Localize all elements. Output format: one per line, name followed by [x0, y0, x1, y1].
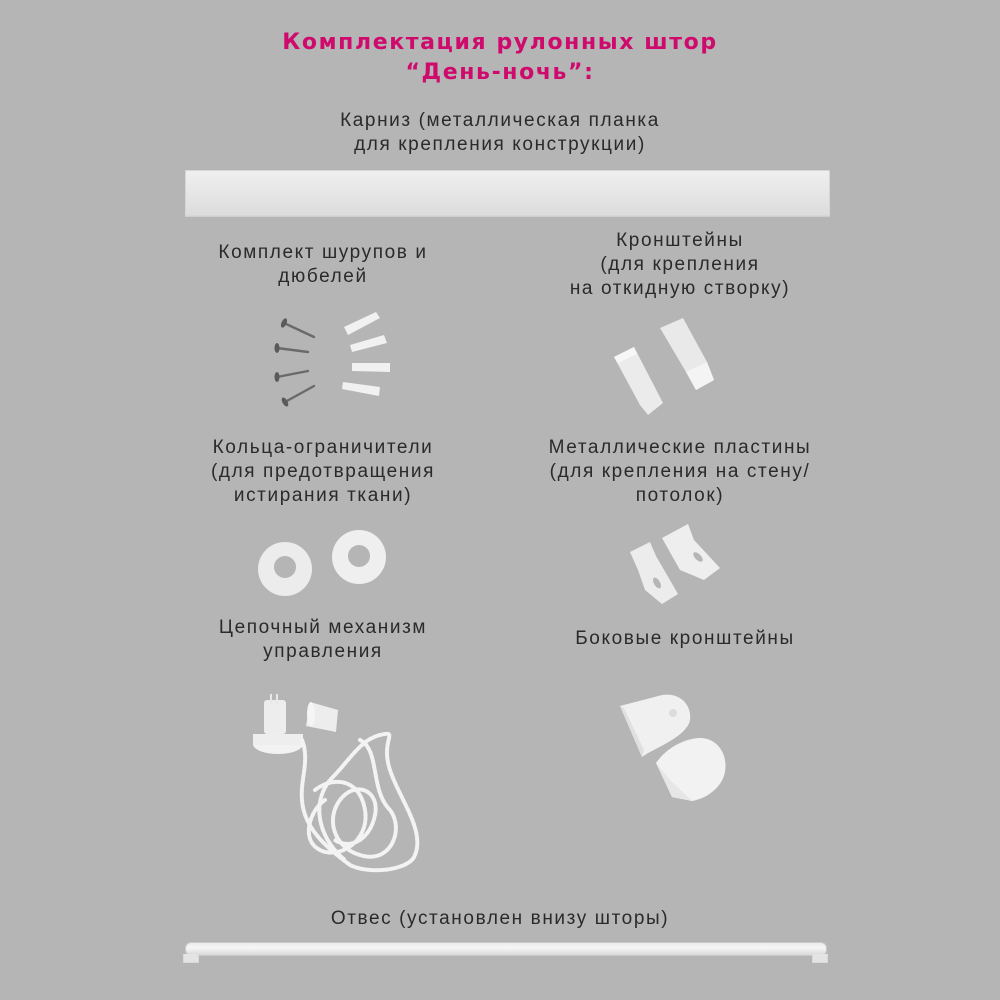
rail-label [250, 109, 750, 157]
page-title [0, 28, 1000, 88]
weight-bar-image [185, 942, 827, 956]
stopper-rings-image [240, 520, 420, 600]
screws-label [173, 241, 473, 289]
chain-label-line-1: Цепочный механизм [218, 617, 428, 638]
screws-label-line-1: Комплект шурупов и [218, 242, 428, 263]
rings-label-line-3: истирания ткани) [233, 485, 413, 506]
screws-and-dowels-image [240, 305, 420, 415]
side-brackets-image [600, 680, 750, 810]
plates-label [520, 436, 840, 508]
brackets-label [530, 229, 830, 301]
weight-bar-label [250, 907, 750, 931]
chain-label [173, 616, 473, 664]
rings-label [173, 436, 473, 508]
rail-label-line-2: для крепления конструкции) [354, 134, 646, 155]
title-line-2: “День-ночь”: [405, 60, 595, 85]
metal-plates-image [600, 510, 730, 610]
brackets-label-line-1: Кронштейны [616, 230, 744, 251]
side-brackets-label-line-1: Боковые кронштейны [575, 628, 795, 649]
chain-label-line-2: управления [263, 641, 383, 662]
plates-label-line-2: (для крепления на стену/ [549, 461, 811, 482]
plates-label-line-1: Металлические пластины [548, 437, 812, 458]
title-line-1: Комплектация рулонных штор [282, 30, 718, 55]
rail-label-line-1: Карниз (металлическая планка [340, 110, 660, 131]
weight-bar-left-cap [183, 954, 199, 963]
brackets-label-line-2: (для крепления [600, 254, 760, 275]
rings-label-line-2: (для предотвращения [210, 461, 436, 482]
screws-label-line-2: дюбелей [278, 266, 368, 287]
rail-image [185, 170, 830, 216]
brackets-label-line-3: на откидную створку) [569, 278, 791, 299]
weight-bar-right-cap [812, 954, 828, 963]
brackets-image [590, 310, 740, 420]
side-brackets-label [535, 627, 835, 651]
rings-label-line-1: Кольца-ограничители [212, 437, 434, 458]
plates-label-line-3: потолок) [635, 485, 725, 506]
chain-mechanism-image [240, 680, 450, 880]
weight-bar-label-line-1: Отвес (установлен внизу шторы) [330, 908, 670, 929]
